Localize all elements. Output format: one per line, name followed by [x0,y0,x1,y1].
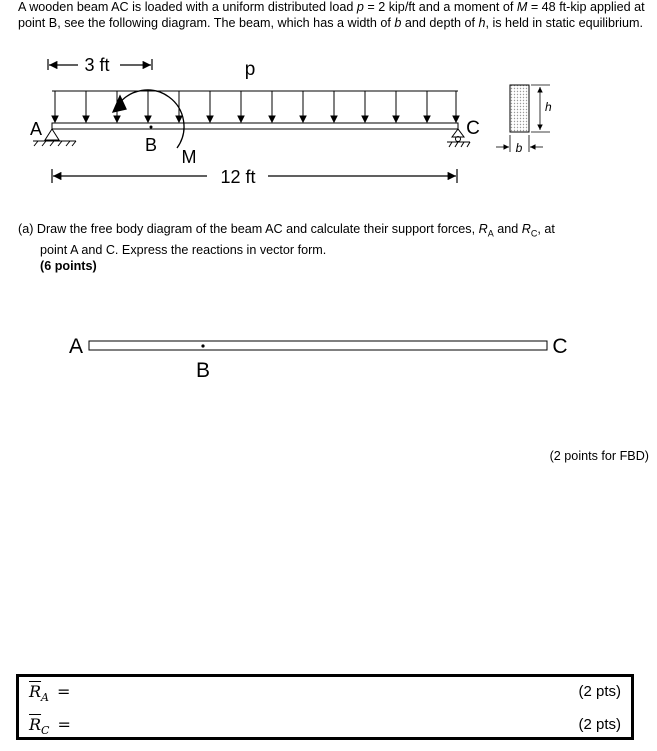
beam [52,123,458,129]
fbd-label-b: B [195,359,211,382]
fbd-diagram [0,330,657,390]
fbd-points-note: (2 points for FBD) [549,449,649,463]
fbd-point-b-dot [201,344,204,347]
svg-text:12 ft: 12 ft [220,167,256,187]
point-b-dot [150,126,153,129]
cross-section [496,85,552,155]
answer-box [16,674,634,740]
label-c: C [466,118,480,139]
beam-diagram [0,48,657,248]
svg-text:b: b [515,141,523,155]
load-label-p: p [244,59,256,80]
fbd-label-a: A [68,335,84,358]
problem-statement: A wooden beam AC is loaded with a uniform distributed load p = 2 kip/ft and a moment of M = 48 ft-kip applied at point B, see the following diagram. The beam, which has a width of b and depth of h, is held in static equilibrium. [18,0,645,30]
answer-ra-points: (2 pts) [578,683,621,700]
svg-text:h: h [545,100,552,114]
question-points: (6 points) [40,258,97,273]
label-m: M [181,147,197,167]
distributed-load [52,91,459,122]
answer-rc-points: (2 pts) [578,716,621,733]
dimension-3ft [48,55,152,75]
question-a: (a) Draw the free body diagram of the beam AC and calculate their support forces, $R_A$ and $R_C$, at point A and C. Express the reactions in vector form. (6 points) [18,221,638,274]
fbd-beam [89,341,547,350]
dimension-12ft [52,167,457,187]
answer-rc: $\overline{R}_C$ = [29,715,71,738]
answer-ra: $\overline{R}_A$ = [29,682,71,705]
fbd-label-c: C [552,335,568,358]
svg-text:3 ft: 3 ft [84,55,110,75]
label-b: B [144,135,158,155]
label-a: A [29,119,43,139]
